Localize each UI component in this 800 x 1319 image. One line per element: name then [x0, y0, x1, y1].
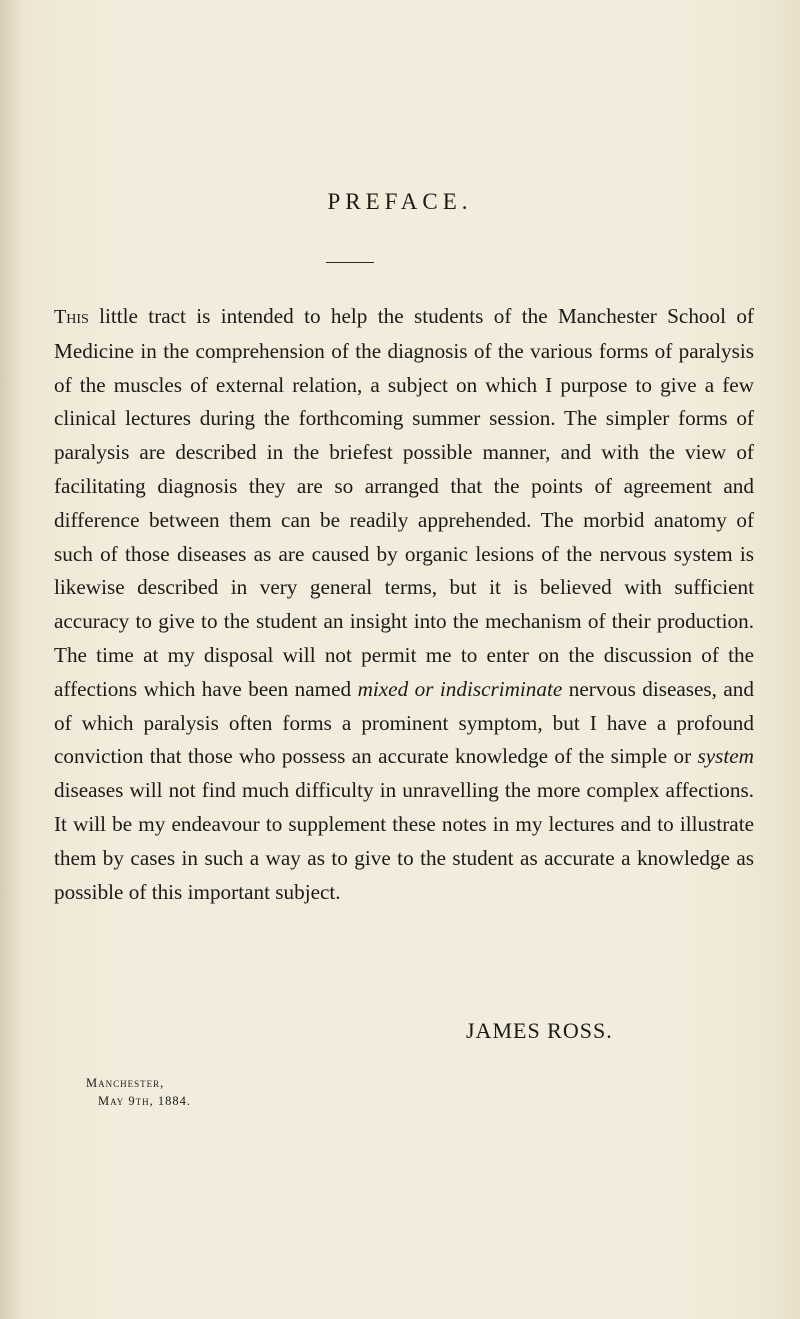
date-line: [98, 1092, 191, 1110]
author-signature: JAMES ROSS.: [466, 1018, 613, 1043]
place-line: Manchester,: [86, 1076, 165, 1090]
italic-term-mixed: mixed or indiscriminate: [357, 676, 563, 701]
lead-word: This: [54, 306, 89, 328]
paragraph-text-1: little tract is intended to help the students of the Manchester School of Medicine in the comprehension of the diagnosis of the various forms of paralysis of the muscles of external relation, a subject on which I purpose to give a few clinical lectures during the forthcoming summer session. The simpler forms of paralysis are described in the briefest possible manner, and with the view of facilitating diagnosis they are so arranged that the points of agreement and difference between them can be readily apprehended. The morbid anatomy of such of those diseases as are caused by organic lesions of the nervous system is likewise described in very general terms, but it is believed with sufficient accuracy to give to the student an insight into the mechanism of their production. The time at my disposal will not permit me to enter on the discussion of the affections which have been named: [54, 304, 754, 701]
preface-paragraph: [54, 300, 754, 909]
preface-heading: PREFACE.: [327, 189, 473, 214]
paragraph-text-3: diseases will not find much difficulty in unravelling the more complex affections. It will be my endeavour to supplement these notes in my lectures and to illustrate them by cases in such a way as to give to the student as accurate a knowledge as possible of this important subject.: [54, 778, 754, 904]
heading-rule: [326, 262, 374, 263]
date-month: May: [98, 1094, 125, 1108]
date-day: 9th,: [128, 1094, 154, 1108]
paragraph-text-2: nervous diseases, and of which paralysis often forms a prominent symptom, but I have a profound conviction that those who possess an accurate knowledge of the simple or: [54, 676, 754, 769]
date-year: 1884.: [157, 1094, 192, 1108]
italic-term-system: system: [697, 744, 754, 769]
